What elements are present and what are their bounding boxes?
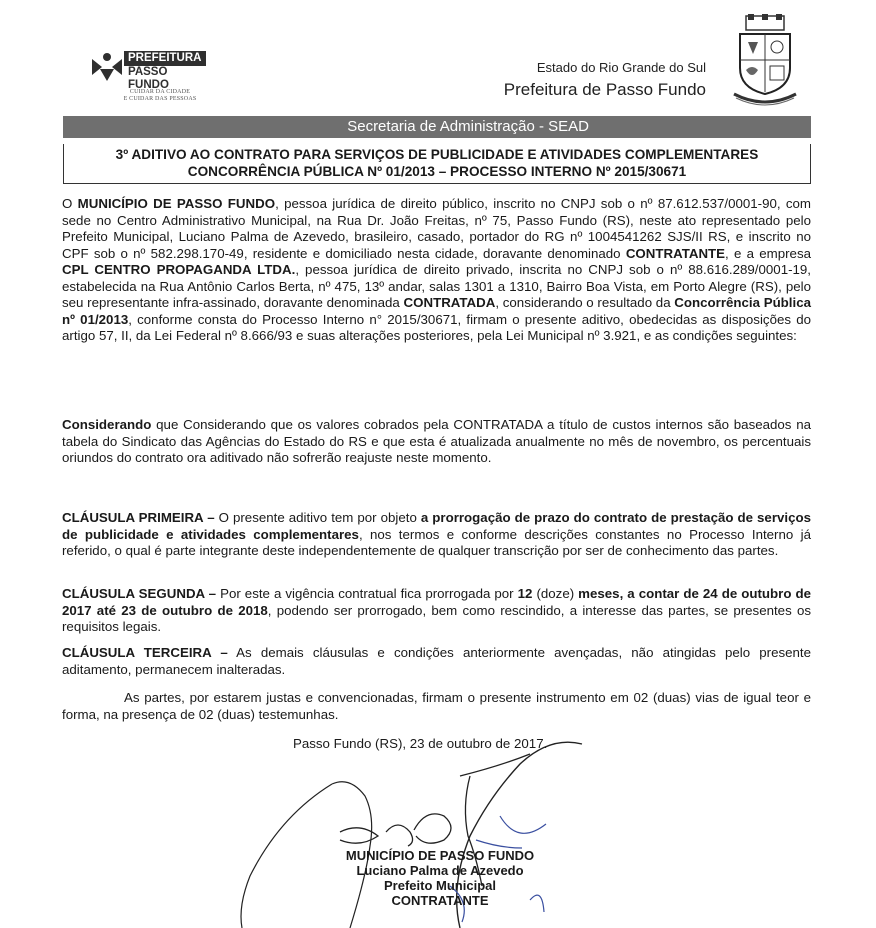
text-span: , pessoa jurídica de direito privado, inscrita no CNPJ sob o nº 88.616.289/0001-19, estabelecida na Rua Antônio Carlos Berta, nº 475, 13º andar, salas 1301 a 1310, Bairro Boa Vista, em Porto Alegre (RS), pelo seu representante infra-assinado, doravante denominada bbox=[62, 262, 811, 310]
bold-span: Concorrência Pública nº 01/2013 bbox=[62, 295, 811, 327]
department-name: Secretaria de Administração - SEAD bbox=[347, 118, 589, 135]
bold-span: meses, a contar de 24 de outubro de 2017 até 23 de outubro de 2018 bbox=[62, 586, 812, 618]
text-span: , conforme consta do Processo Interno n° 2015/30671, firmam o presente aditivo, obedecidas as disposições do artigo 57, II, da Lei Federal nº 8.666/93 e suas alterações posteriores, pela Lei Municipal nº 3.921, e as condições seguintes: bbox=[62, 311, 811, 343]
title-line2: CONCORRÊNCIA PÚBLICA Nº 01/2013 – PROCESSO INTERNO Nº 2015/30671 bbox=[187, 164, 687, 179]
city-date: Passo Fundo (RS), 23 de outubro de 2017. bbox=[293, 736, 548, 751]
text-span: , pessoa jurídica de direito público, inscrito no CNPJ sob o nº 87.612.537/0001-90, com sede no Centro Administrativo Municipal, na Rua Dr. João Freitas, nº 75, Passo Fundo (RS), neste ato representado pelo Prefeito Municipal, Luciano Palma de Azevedo, brasileiro, casado, portador do RG nº 1004541262 SJS/II RS, e inscrito no CPF sob o nº 582.298.170-49, residente e domiciliado nesta cidade, doravante denominado bbox=[62, 196, 811, 261]
text-span: Por este a vigência contratual fica prorrogada por bbox=[216, 586, 518, 601]
logo-slogan bbox=[110, 89, 210, 103]
bold-span: CLÁUSULA SEGUNDA – bbox=[62, 586, 217, 601]
department-bar bbox=[63, 116, 811, 138]
coat-of-arms-icon bbox=[730, 14, 800, 106]
clausula-terceira bbox=[62, 645, 811, 678]
text-span: , nos termos e conforme descrições constantes no Processo Interno já referido, o qual é parte integrante deste independentemente de qualquer transcrição por ser de conhecimento das partes. bbox=[62, 526, 811, 558]
preamble-paragraph bbox=[62, 196, 811, 345]
bold-span: CLÁUSULA PRIMEIRA – bbox=[62, 510, 215, 525]
bold-span: a prorrogação de prazo do contrato de prestação de serviços de publicidade e atividades complementares bbox=[62, 510, 812, 542]
logo-slogan-line2: E CUIDAR DAS PESSOAS bbox=[123, 96, 197, 102]
prefecture-name: Prefeitura de Passo Fundo bbox=[503, 80, 706, 99]
logo-wordmark bbox=[124, 51, 206, 91]
signer-role: Prefeito Municipal bbox=[384, 878, 496, 893]
closing-paragraph: As partes, por estarem justas e convencionadas, firmam o presente instrumento em 02 (duas) vias de igual teor e forma, na presença de 02 (duas) testemunhas. bbox=[62, 690, 811, 722]
bold-span: 12 bbox=[517, 586, 533, 601]
text-span: , podendo ser prorrogado, bem como rescindido, a interesse das partes, se presentes os requisitos legais. bbox=[62, 602, 811, 634]
state-name: Estado do Rio Grande do Sul bbox=[536, 60, 706, 75]
bold-span: CONTRATADA bbox=[403, 295, 496, 310]
clausula-primeira bbox=[62, 510, 811, 560]
bold-span: MUNICÍPIO DE PASSO FUNDO bbox=[77, 196, 276, 211]
text-span: O bbox=[62, 196, 78, 211]
bold-span: CONTRATANTE bbox=[625, 245, 726, 261]
considerando-paragraph bbox=[62, 417, 811, 467]
signer-party: CONTRATANTE bbox=[391, 893, 489, 908]
prefeitura-logo bbox=[88, 47, 238, 107]
bold-span: Considerando bbox=[62, 417, 152, 432]
text-span: , e a empresa bbox=[725, 245, 811, 261]
signer-name: Luciano Palma de Azevedo bbox=[356, 863, 524, 878]
text-span: (doze) bbox=[532, 586, 579, 601]
text-span: O presente aditivo tem por objeto bbox=[214, 510, 421, 525]
text-span: As demais cláusulas e condições anteriormente avençadas, não atingidas pelo presente aditamento, permanecem inalteradas. bbox=[62, 645, 811, 677]
bold-span: CPL CENTRO PROPAGANDA LTDA. bbox=[62, 262, 296, 277]
title-line1: 3º ADITIVO AO CONTRATO PARA SERVIÇOS DE PUBLICIDADE E ATIVIDADES COMPLEMENTARES bbox=[115, 147, 759, 162]
clausula-segunda bbox=[62, 586, 811, 636]
logo-line2: PASSO FUNDO bbox=[124, 66, 206, 92]
text-span: que Considerando que os valores cobrados pela CONTRATADA a título de custos internos são baseados na tabela do Sindicato das Agências do Estado do RS e que esta é atualizada anualmente no mês de novembro, os percentuais oriundos do contrato ora aditivado não sofrerão reajuste neste momento. bbox=[62, 417, 811, 465]
logo-line1: PREFEITURA bbox=[128, 52, 202, 64]
signer-entity: MUNICÍPIO DE PASSO FUNDO bbox=[345, 848, 535, 863]
bold-span: CLÁUSULA TERCEIRA – bbox=[62, 645, 228, 660]
logo-mark-icon bbox=[88, 47, 128, 87]
signer-block bbox=[320, 848, 560, 908]
logo-slogan-line1: CUIDAR DA CIDADE bbox=[129, 89, 191, 95]
text-span: , considerando o resultado da bbox=[495, 295, 675, 310]
document-title bbox=[63, 144, 811, 184]
